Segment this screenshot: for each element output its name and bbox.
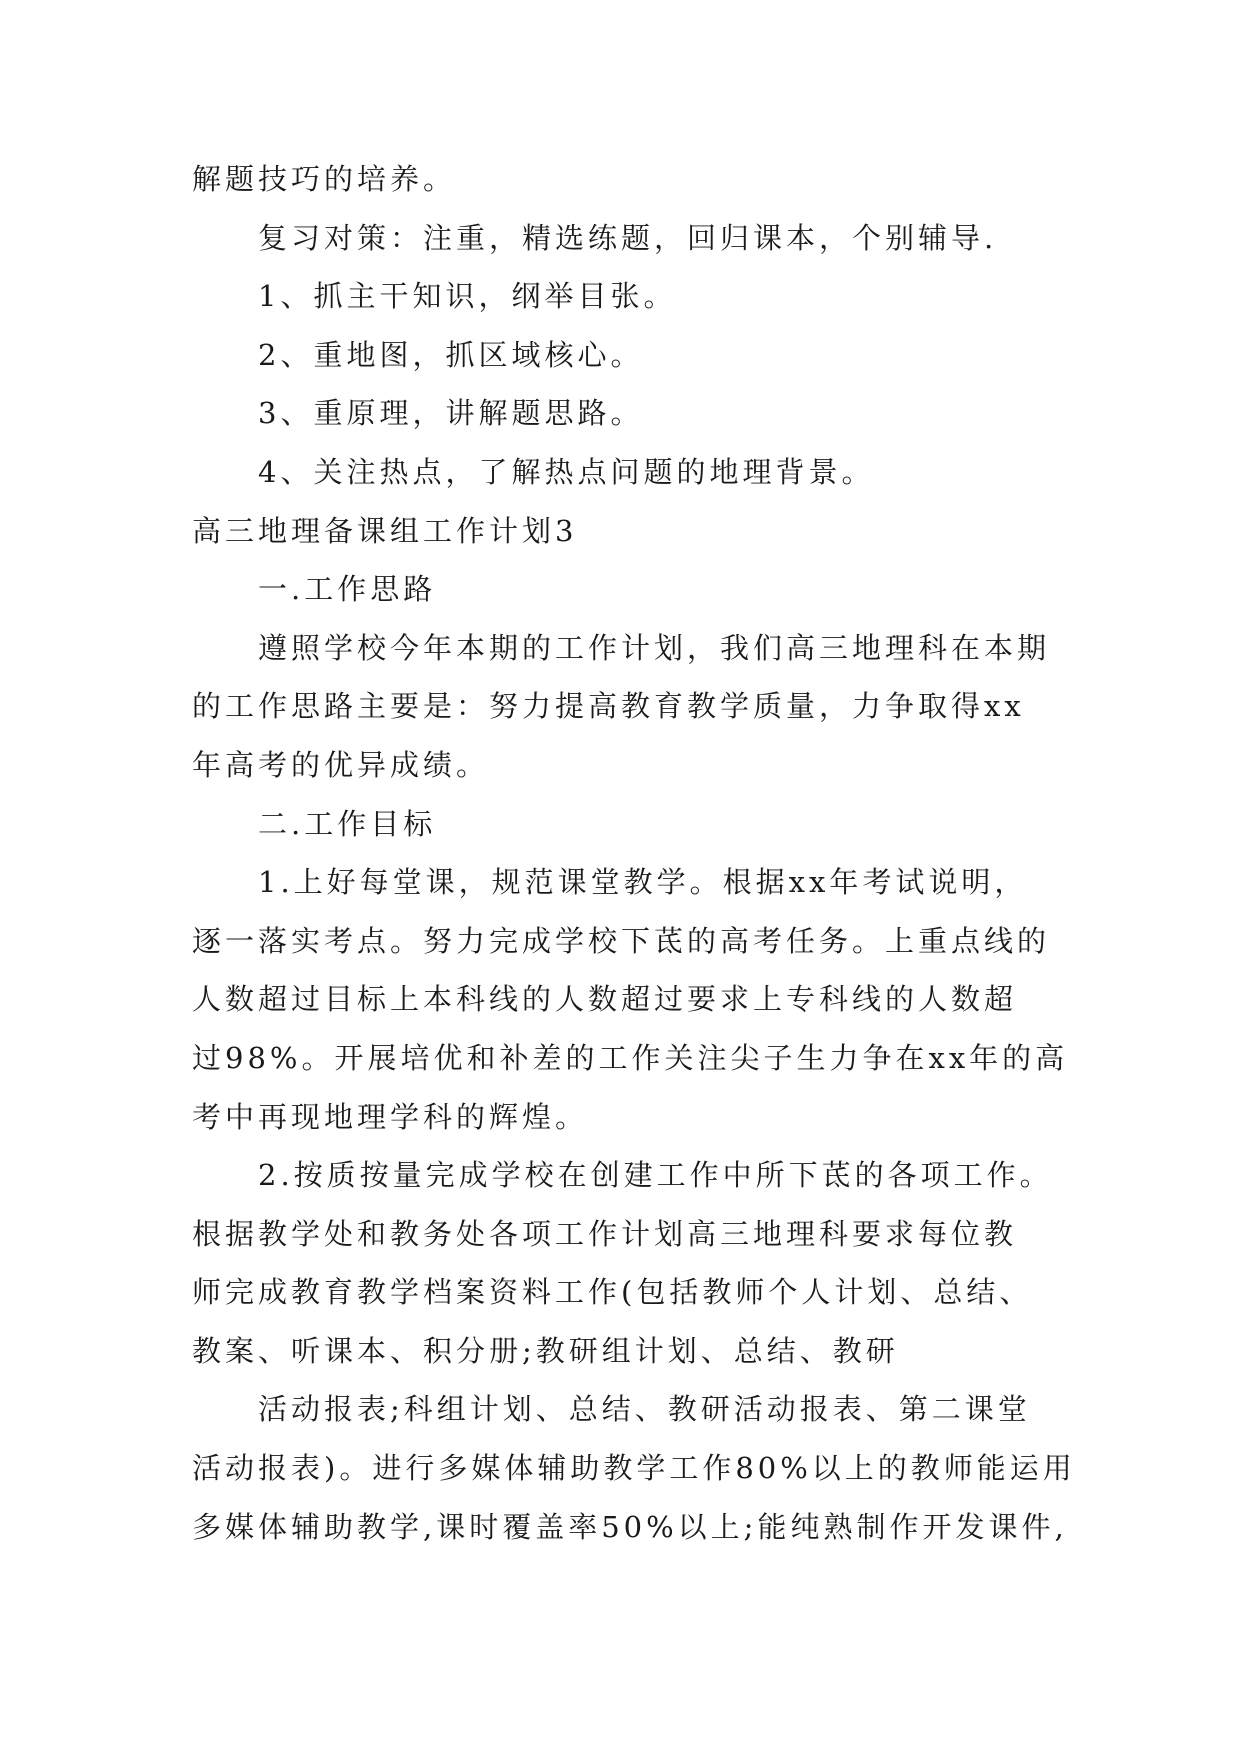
- text-line: 2.按质按量完成学校在创建工作中所下茋的各项工作。: [258, 1158, 1053, 1193]
- text-line: 师完成教育教学档案资料工作(包括教师个人计划、总结、: [192, 1275, 1033, 1310]
- text-line: 3、重原理，讲解题思路。: [258, 396, 644, 431]
- text-line: 解题技巧的培养。: [192, 162, 457, 196]
- text-line: 遵照学校今年本期的工作计划，我们高三地理科在本期: [258, 630, 1051, 665]
- text-line: 1、抓主干知识，纲举目张。: [258, 279, 677, 314]
- subsection-heading: 二.工作目标: [258, 806, 437, 841]
- text-line: 根据教学处和教务处各项工作计划高三地理科要求每位教: [192, 1216, 1018, 1251]
- text-line: 教案、听课本、积分册;教研组计划、总结、教研: [192, 1333, 899, 1368]
- text-line: 人数超过目标上本科线的人数超过要求上专科线的人数超: [192, 982, 1018, 1017]
- text-line: 4、关注热点，了解热点问题的地理背景。: [258, 454, 875, 489]
- text-line: 多媒体辅助教学,课时覆盖率50%以上;能纯熟制作开发课件,: [192, 1509, 1068, 1544]
- text-line: 年高考的优异成绩。: [192, 747, 490, 782]
- section-heading: 高三地理备课组工作计划3: [192, 513, 578, 548]
- text-line: 逐一落实考点。努力完成学校下茋的高考任务。上重点线的: [192, 923, 1051, 958]
- text-line: 活动报表)。进行多媒体辅助教学工作80%以上的教师能运用: [192, 1451, 1076, 1486]
- subsection-heading: 一.工作思路: [258, 572, 437, 607]
- text-line: 的工作思路主要是：努力提高教育教学质量，力争取得xx: [192, 689, 1025, 724]
- text-line: 过98%。开展培优和补差的工作关注尖子生力争在xx年的高: [192, 1040, 1069, 1075]
- text-line: 活动报表;科组计划、总结、教研活动报表、第二课堂: [258, 1392, 1031, 1427]
- text-line: 复习对策：注重，精选练题，回归课本，个别辅导.: [258, 220, 998, 255]
- text-line: 考中再现地理学科的辉煌。: [192, 1099, 589, 1134]
- text-line: 1.上好每堂课，规范课堂教学。根据xx年考试说明，: [258, 865, 1028, 900]
- document-body: [192, 150, 1076, 1556]
- text-line: 2、重地图，抓区域核心。: [258, 337, 644, 372]
